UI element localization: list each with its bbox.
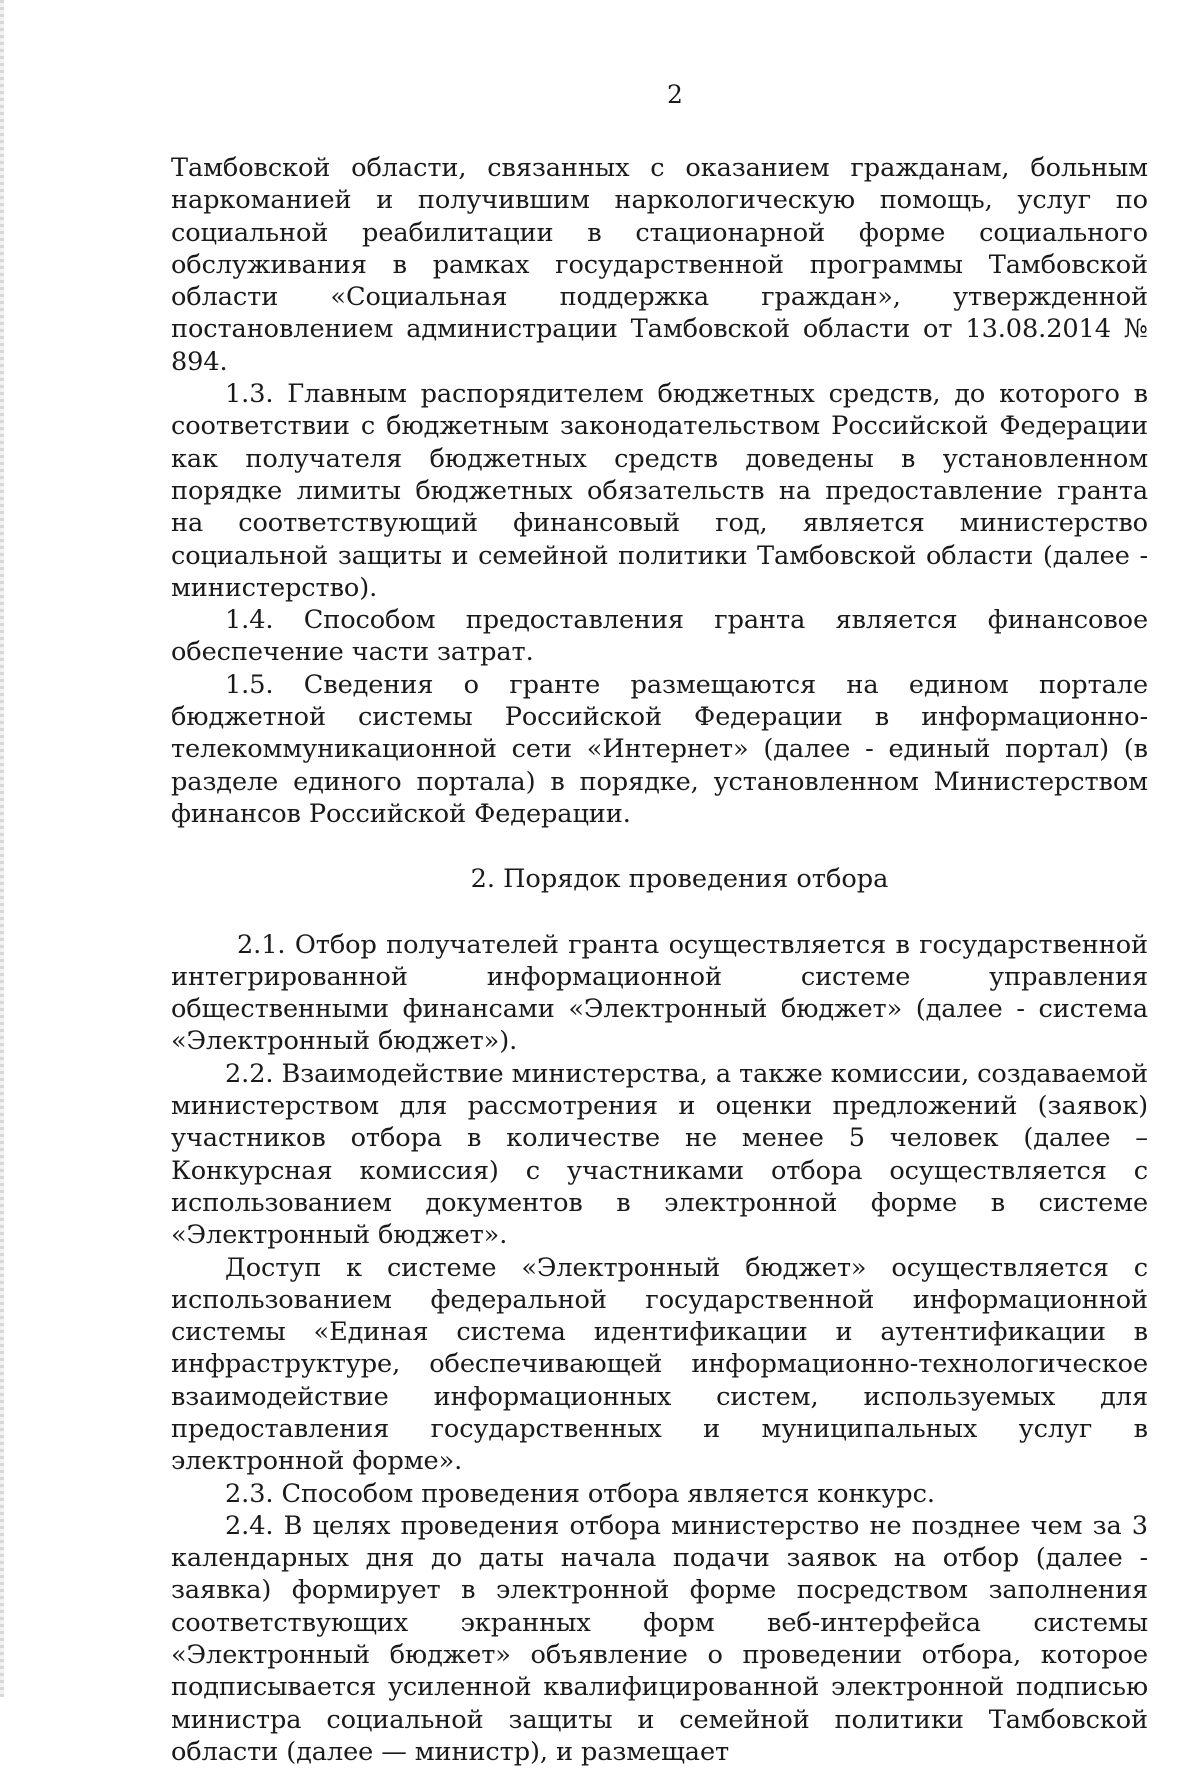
section-heading: 2. Порядок проведения отбора xyxy=(470,864,889,895)
document-body xyxy=(171,152,1148,1768)
paragraph-continuation: Тамбовской области, связанных с оказанием гражданам, больным наркоманией и получившим наркологическую помощь, услуг по социальной реабилитации в стационарной форме социального обслуживания в рамках государственной программы Тамбовской области «Социальная поддержка граждан», утвержденной постановлением администрации Тамбовской области от 13.08.2014 № 894. xyxy=(171,153,1148,377)
paragraph-2-1: 2.1. Отбор получателей гранта осуществляется в государственной интегрированной информационной системе управления общественными финансами «Электронный бюджет» (далее - система «Электронный бюджет»). xyxy=(171,929,1148,1057)
paragraph-2-4: 2.4. В целях проведения отбора министерство не позднее чем за 3 календарных дня до даты начала подачи заявок на отбор (далее - заявка) формирует в электронной форме посредством заполнения соответствующих экранных форм веб-интерфейса системы «Электронный бюджет» объявление о проведении отбора, которое подписывается усиленной квалифицированной электронной подписью министра социальной защиты и семейной политики Тамбовской области (далее — министр), и размещает xyxy=(171,1510,1148,1767)
paragraph-1-4: 1.4. Способом предоставления гранта является финансовое обеспечение части затрат. xyxy=(171,605,1148,668)
scan-edge-strip xyxy=(0,0,4,1697)
paragraph-1-5: 1.5. Сведения о гранте размещаются на едином портале бюджетной системы Российской Федерации в информационно-телекоммуникационной сети «Интернет» (далее - единый портал) (в разделе единого портала) в порядке, установленном Министерством финансов Российской Федерации. xyxy=(171,669,1148,829)
paragraph-2-2: 2.2. Взаимодействие министерства, а также комиссии, создаваемой министерством для рассмотрения и оценки предложений (заявок) участников отбора в количестве не менее 5 человек (далее – Конкурсная комиссия) с участниками отбора осуществляется с использованием документов в электронной форме в системе «Электронный бюджет». xyxy=(171,1058,1148,1251)
page-number: 2 xyxy=(667,80,683,109)
paragraph-2-3: 2.3. Способом проведения отбора является конкурс. xyxy=(225,1478,935,1509)
paragraph-1-3: 1.3. Главным распорядителем бюджетных средств, до которого в соответствии с бюджетным законодательством Российской Федерации как получателя бюджетных средств доведены в установленном порядке лимиты бюджетных обязательств на предоставление гранта на соответствующий финансовый год, является министерство социальной защиты и семейной политики Тамбовской области (далее - министерство). xyxy=(171,379,1148,603)
section-spacer xyxy=(171,896,1148,929)
paragraph-access: Доступ к системе «Электронный бюджет» осуществляется с использованием федеральной государственной информационной системы «Единая система идентификации и аутентификации в инфраструктуре, обеспечивающей информационно-технологическое взаимодействие информационных систем, используемых для предоставления государственных и муниципальных услуг в электронной форме». xyxy=(171,1252,1148,1477)
